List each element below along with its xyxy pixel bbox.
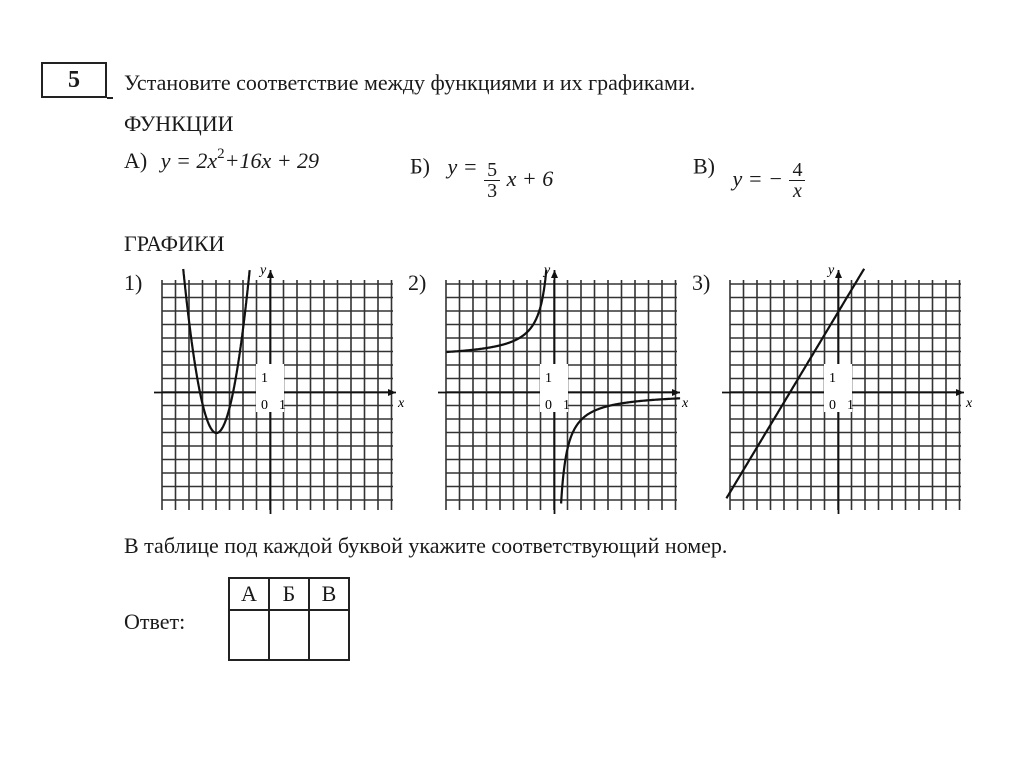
functions-heading: ФУНКЦИИ: [124, 111, 234, 136]
graph-3-x-axis-label: x: [966, 396, 973, 411]
graph-2-x-axis-label: x: [682, 396, 689, 411]
answer-header-a: А: [229, 578, 269, 610]
graph-3-y-axis-label: y: [828, 263, 835, 278]
graph-3-origin: 0: [829, 398, 836, 413]
answer-header-b: Б: [269, 578, 309, 610]
graph-1-unit-x: 1: [279, 398, 286, 413]
graph-label-3: 3): [692, 270, 711, 295]
function-b-numerator: 5: [484, 160, 500, 181]
answer-cell-a[interactable]: [229, 610, 269, 660]
function-a: [124, 148, 319, 174]
graph-2-y-arrow: [551, 270, 558, 278]
graph-3-y-arrow: [835, 270, 842, 278]
graph-label-2: 2): [408, 270, 427, 295]
graph-3-unit-x: 1: [847, 398, 854, 413]
graphs-heading: ГРАФИКИ: [124, 231, 225, 256]
answer-table: [228, 577, 350, 661]
graph-3: [718, 262, 978, 522]
function-b-rhs: x + 6: [506, 165, 554, 191]
graph-label-1: 1): [124, 270, 143, 295]
function-b-denominator: 3: [487, 180, 498, 202]
graph-1-y-arrow: [267, 270, 274, 278]
answer-label: Ответ:: [124, 609, 186, 634]
graph-2: [434, 262, 694, 522]
answer-cell-c[interactable]: [309, 610, 349, 660]
graph-2-unit-x: 1: [563, 398, 570, 413]
graph-2-y-axis-label: y: [544, 263, 551, 278]
task-number-rule: [107, 97, 113, 99]
function-b-label: Б): [410, 153, 430, 179]
function-c-lhs: y = −: [732, 165, 783, 191]
function-c-denominator: x: [793, 180, 802, 202]
graph-1-curve: [162, 300, 264, 469]
graph-1: [150, 262, 410, 522]
task-number: 5: [41, 62, 107, 98]
function-c: [693, 148, 806, 202]
instruction: Установите соответствие между функциями и их графиками.: [124, 70, 696, 95]
answer-cell-b[interactable]: [269, 610, 309, 660]
function-a-label: А): [124, 148, 148, 173]
answer-header-c: В: [309, 578, 349, 610]
graph-1-y-axis-label: y: [260, 263, 267, 278]
graph-2-origin: 0: [545, 398, 552, 413]
function-a-exponent: 2: [217, 146, 225, 162]
graph-2-unit-y: 1: [545, 371, 552, 386]
function-b: [410, 148, 554, 202]
function-c-numerator: 4: [789, 160, 805, 181]
function-a-lhs: y = 2x: [160, 148, 218, 173]
function-a-rhs: +16x + 29: [224, 148, 320, 173]
function-b-lhs: y =: [447, 153, 478, 179]
function-c-fraction: [789, 160, 805, 201]
graph-1-origin: 0: [261, 398, 268, 413]
graph-1-unit-y: 1: [261, 371, 268, 386]
function-b-fraction: [484, 160, 500, 201]
table-note: В таблице под каждой буквой укажите соответствующий номер.: [124, 533, 728, 558]
graph-1-x-axis-label: x: [398, 396, 405, 411]
graph-3-unit-y: 1: [829, 371, 836, 386]
function-c-label: В): [693, 153, 715, 179]
